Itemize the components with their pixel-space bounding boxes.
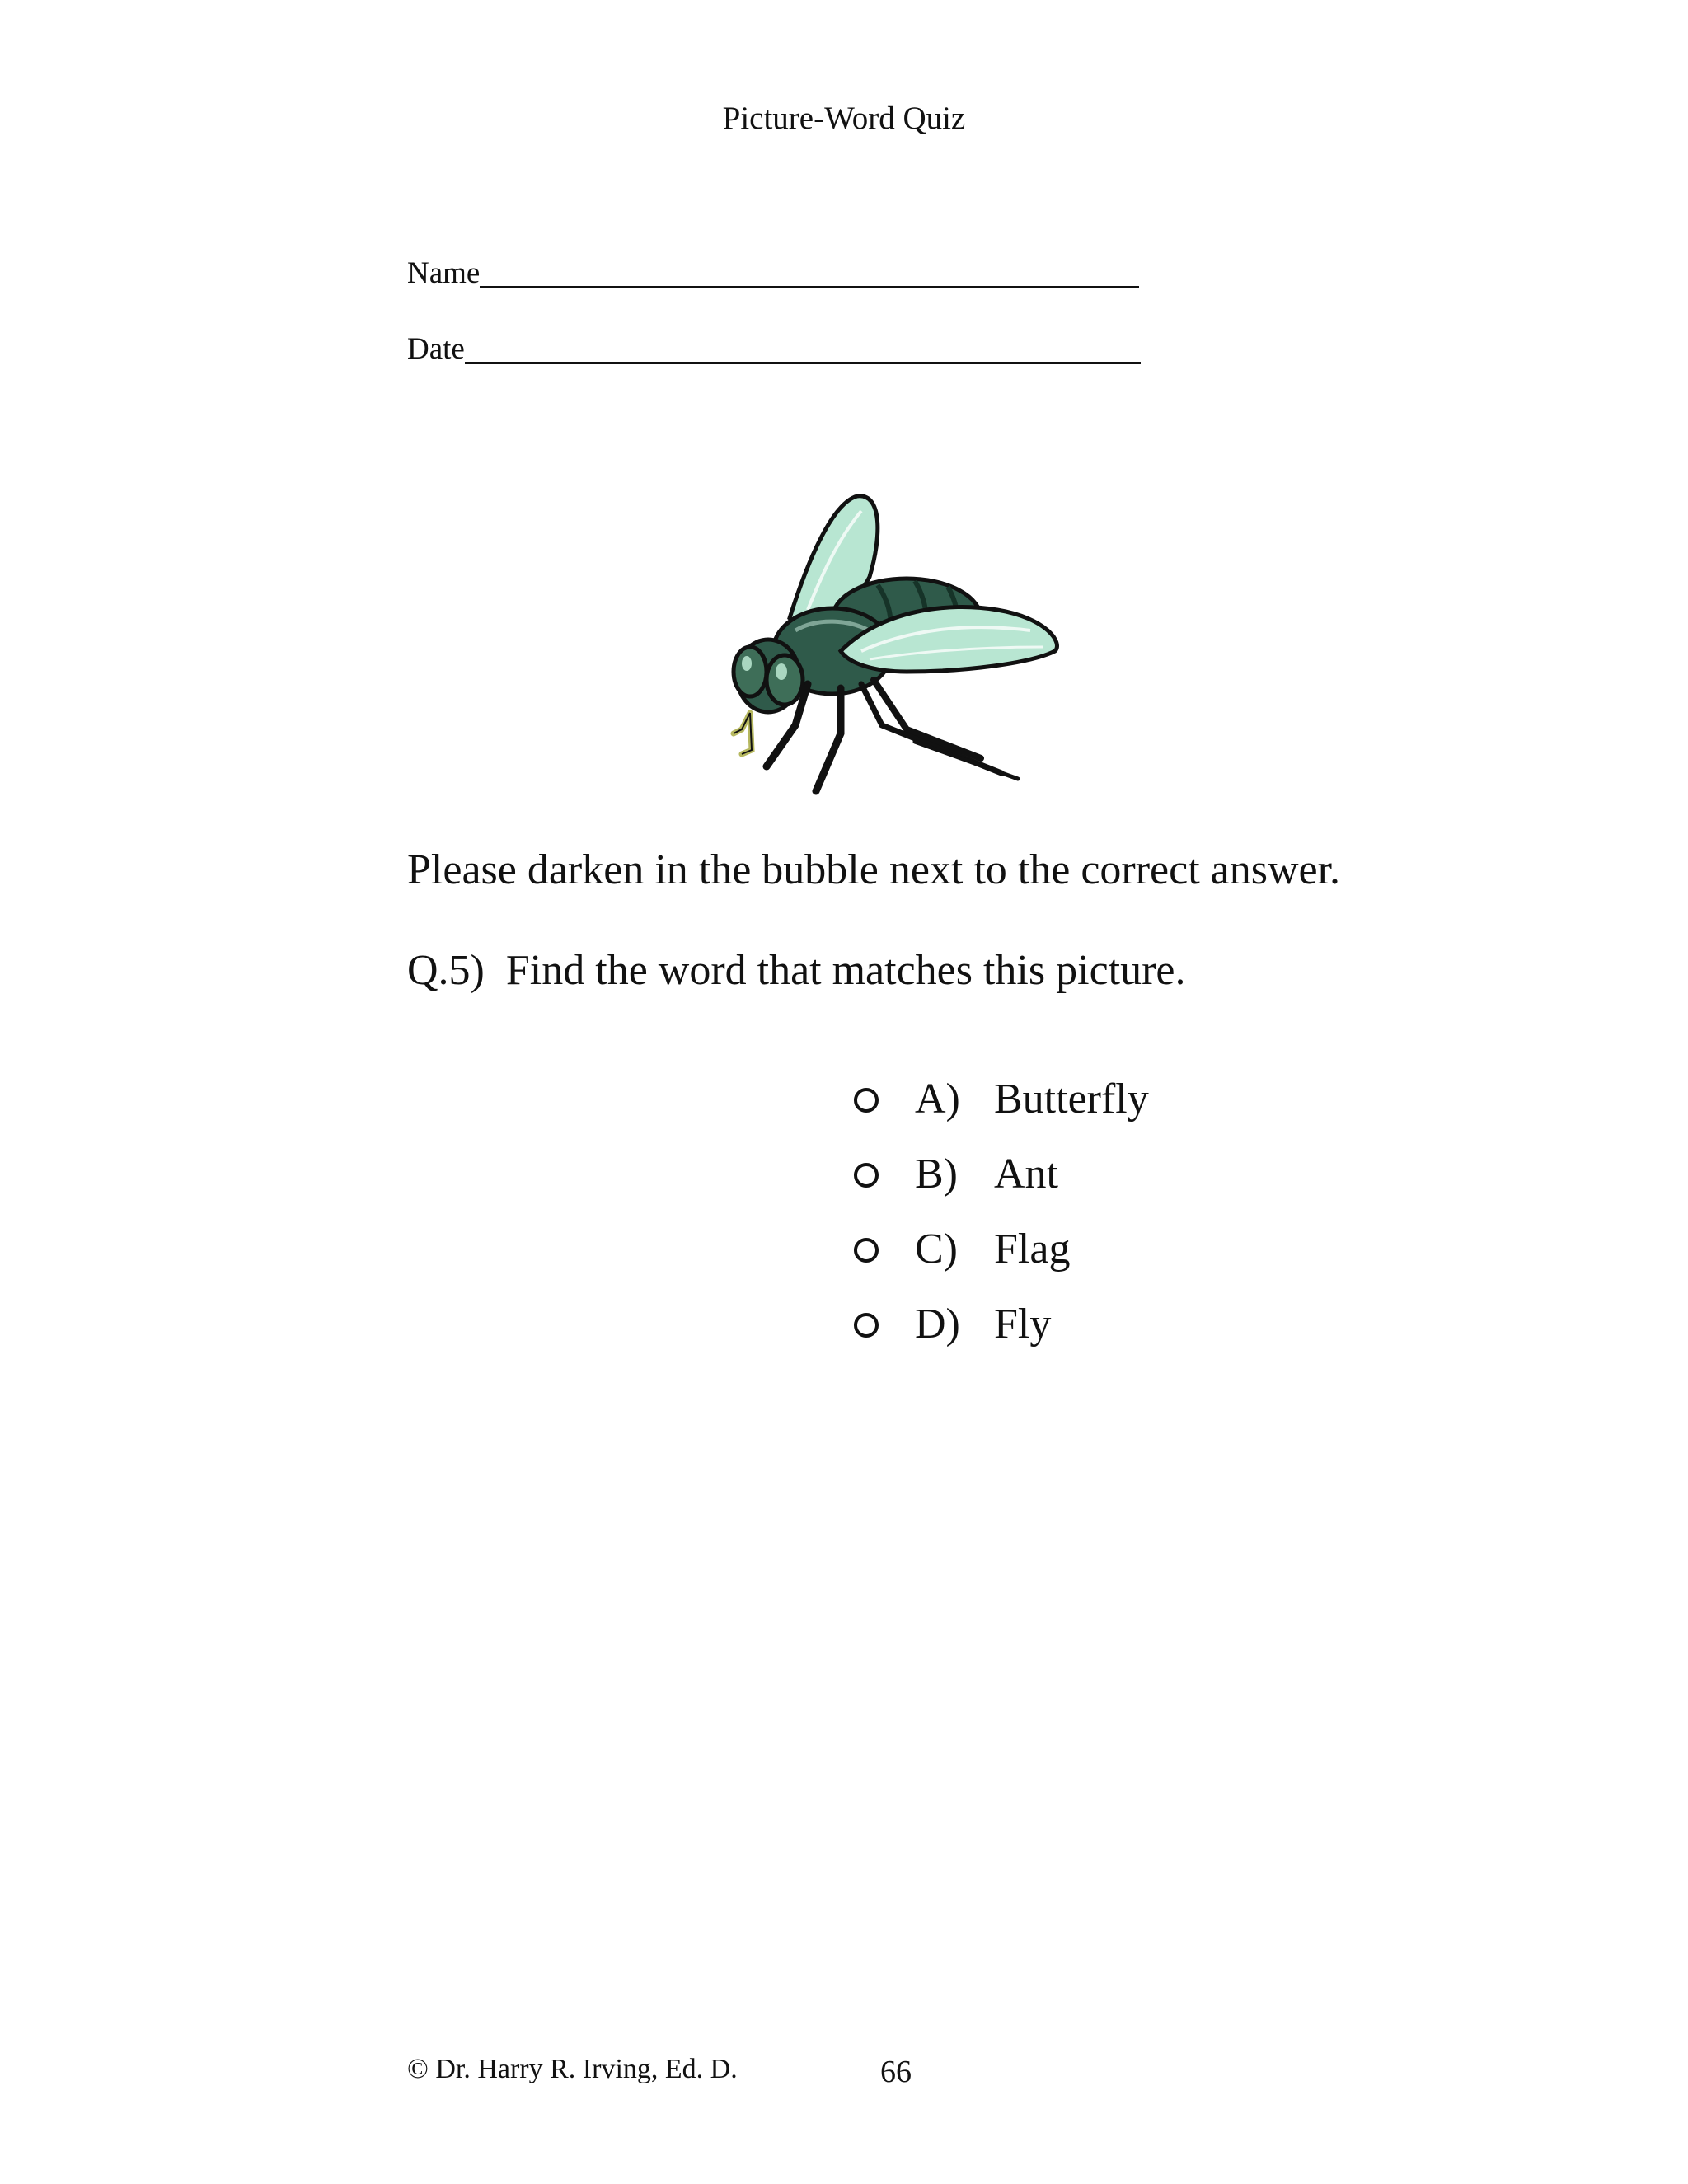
name-blank-line[interactable]: [480, 286, 1139, 288]
answer-bubble-b[interactable]: [854, 1163, 879, 1188]
page-number: 66: [880, 2055, 912, 2089]
answer-bubble-d[interactable]: [854, 1313, 879, 1338]
question-text: Find the word that matches this picture.: [505, 947, 1186, 994]
fly-illustration: [717, 486, 1096, 816]
date-blank-line[interactable]: [465, 362, 1141, 364]
instructions-text: Please darken in the bubble next to the correct answer.: [407, 846, 1341, 893]
page-title: Picture-Word Quiz: [722, 101, 966, 136]
answer-bubble-a[interactable]: [854, 1088, 879, 1113]
option-text: Ant: [994, 1151, 1058, 1197]
question-prompt: [407, 944, 1186, 997]
question-number: Q.5): [407, 947, 485, 994]
footer-copyright: © Dr. Harry R. Irving, Ed. D.: [407, 2054, 738, 2084]
answer-bubble-c[interactable]: [854, 1238, 879, 1263]
option-letter: B): [915, 1151, 958, 1197]
option-letter: D): [915, 1301, 960, 1347]
option-text: Fly: [994, 1301, 1052, 1347]
option-b[interactable]: [854, 1137, 1149, 1212]
fly-leg: [816, 688, 841, 791]
name-label: Name: [407, 256, 481, 290]
fly-eye: [734, 647, 767, 696]
answer-options: [854, 1062, 1149, 1361]
fly-eye: [767, 655, 803, 705]
date-field[interactable]: [407, 325, 1141, 368]
option-a[interactable]: [854, 1062, 1149, 1137]
option-text: Butterfly: [994, 1076, 1149, 1122]
option-d[interactable]: [854, 1286, 1149, 1361]
option-text: Flag: [994, 1226, 1071, 1272]
option-letter: C): [915, 1226, 958, 1272]
date-label: Date: [407, 332, 465, 366]
name-field[interactable]: [407, 249, 1139, 292]
option-letter: A): [915, 1076, 960, 1122]
fly-mouth: [734, 713, 752, 754]
option-c[interactable]: [854, 1212, 1149, 1286]
